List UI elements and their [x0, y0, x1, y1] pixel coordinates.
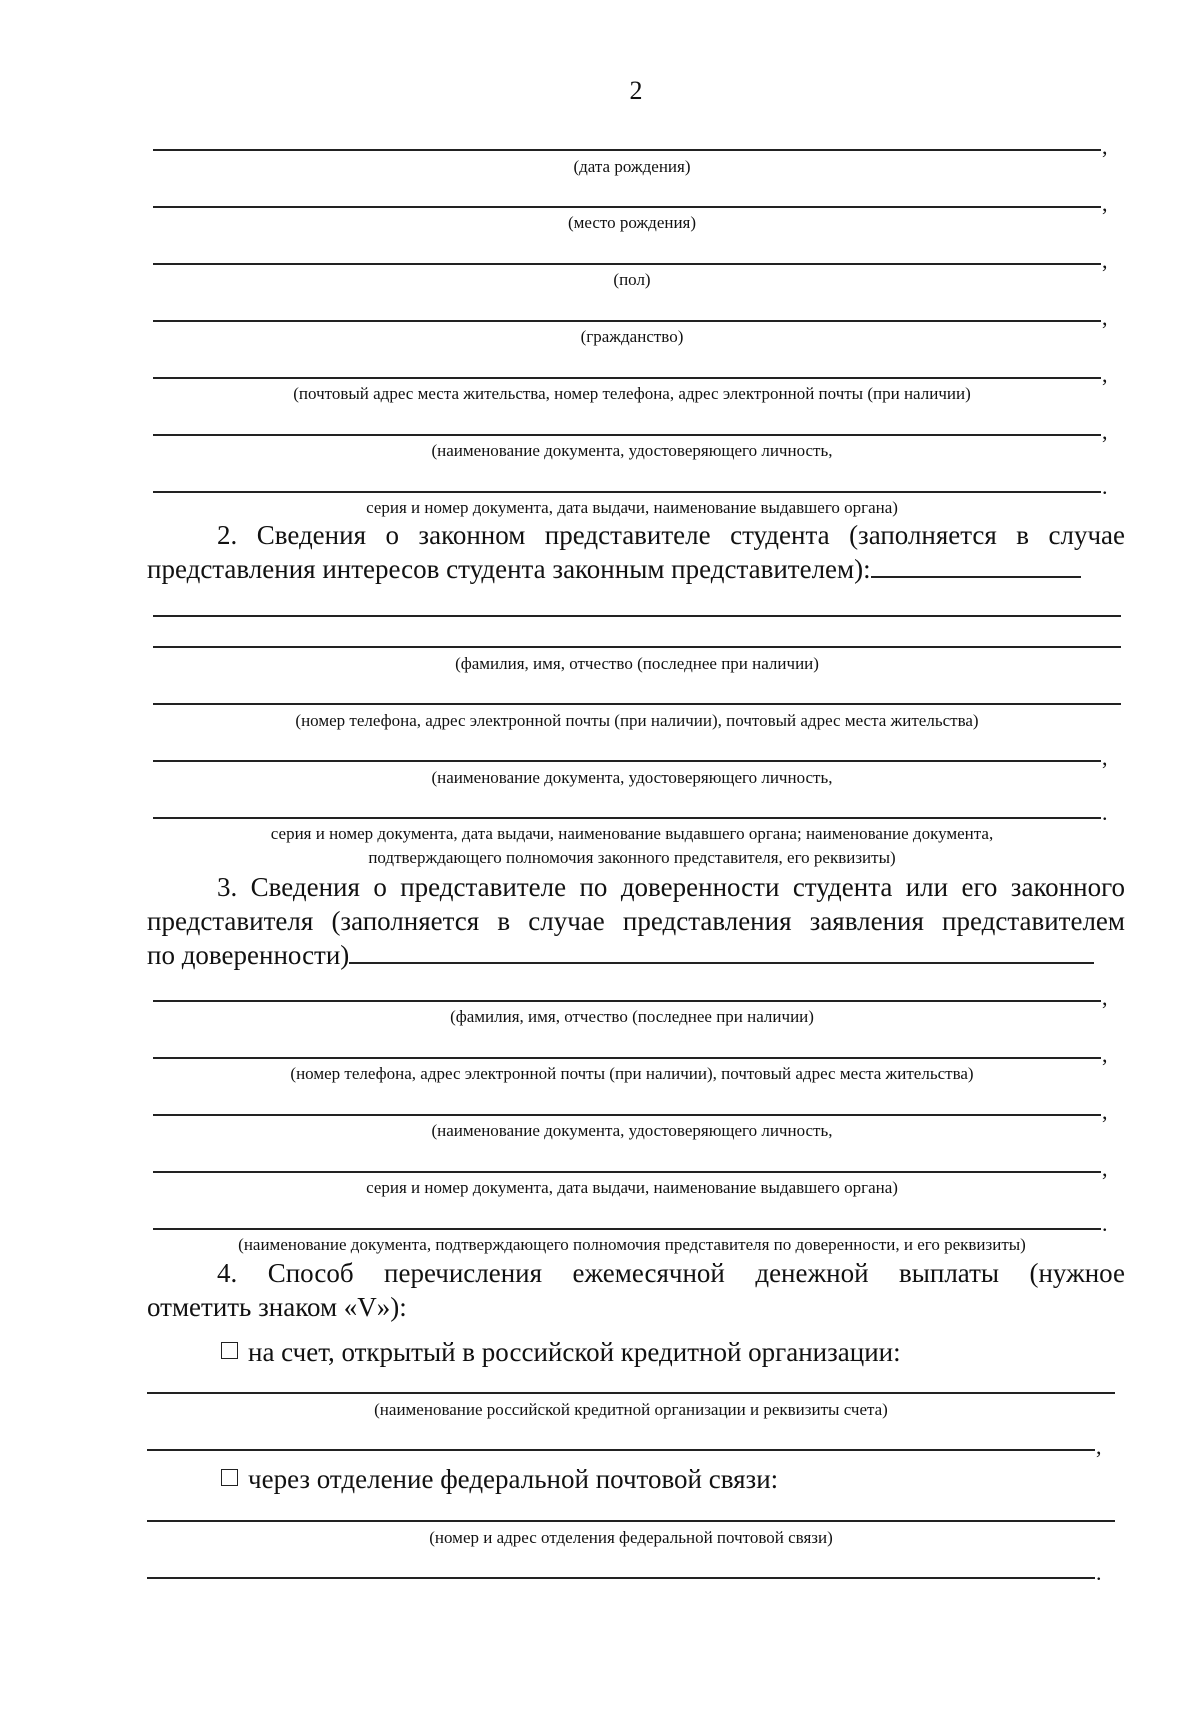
- section2-contacts-caption: (номер телефона, адрес электронной почты (при наличии), почтовый адрес места жительства): [295, 711, 979, 730]
- option-post-office[interactable]: [221, 1462, 778, 1496]
- section3-id-doc-name-caption: (наименование документа, удостоверяющего личность,: [431, 1121, 833, 1140]
- section3-heading-line1: 3. Сведения о представителе по доверенности студента или его законного: [217, 872, 1125, 902]
- gender-caption: (пол): [613, 270, 651, 289]
- post-office-caption: (номер и адрес отделения федеральной почтовой связи): [429, 1528, 833, 1547]
- section3-full-name-line[interactable]: [153, 1000, 1101, 1002]
- section2-heading-line1: 2. Сведения о законном представителе студента (заполняется в случае: [217, 520, 1125, 550]
- id-doc-details-caption: серия и номер документа, дата выдачи, наименование выдавшего органа): [366, 498, 898, 517]
- comma: ,: [1102, 1099, 1108, 1124]
- section2-id-doc-name-caption: (наименование документа, удостоверяющего личность,: [431, 768, 833, 787]
- section2-heading-line2: представления интересов студента законным представителем):: [147, 554, 871, 584]
- section4-heading: [147, 1256, 1125, 1324]
- section2-blank-line[interactable]: [153, 615, 1121, 617]
- section2-full-name-line[interactable]: [153, 646, 1121, 648]
- period: .: [1102, 1211, 1108, 1236]
- birth-place-line[interactable]: [153, 206, 1101, 208]
- section2-id-doc-name-line[interactable]: [153, 760, 1101, 762]
- section2-heading: [147, 518, 1125, 586]
- section4-heading-line1: 4. Способ перечисления ежемесячной денежной выплаты (нужное: [217, 1258, 1125, 1288]
- checkbox-bank-account[interactable]: [221, 1342, 238, 1359]
- post-office-line[interactable]: [147, 1520, 1115, 1522]
- option-post-label: через отделение федеральной почтовой связи:: [248, 1464, 779, 1494]
- comma: ,: [1102, 305, 1108, 330]
- address-caption: (почтовый адрес места жительства, номер телефона, адрес электронной почты (при наличии): [293, 384, 971, 403]
- bank-details-line[interactable]: [147, 1392, 1115, 1394]
- address-line[interactable]: [153, 377, 1101, 379]
- period: .: [1096, 1560, 1102, 1585]
- section3-heading-line3-wrap: [147, 938, 1125, 972]
- section3-heading: [147, 870, 1125, 972]
- comma: ,: [1102, 745, 1108, 770]
- bank-caption: (наименование российской кредитной организации и реквизиты счета): [374, 1400, 888, 1419]
- post-office-line-2[interactable]: [147, 1577, 1095, 1579]
- id-doc-name-caption: (наименование документа, удостоверяющего личность,: [431, 441, 833, 460]
- comma: ,: [1102, 362, 1108, 387]
- checkbox-post-office[interactable]: [221, 1469, 238, 1486]
- comma: ,: [1102, 1156, 1108, 1181]
- gender-line[interactable]: [153, 263, 1101, 265]
- bank-details-line-2[interactable]: [147, 1449, 1095, 1451]
- section3-id-doc-details-caption: серия и номер документа, дата выдачи, наименование выдавшего органа): [366, 1178, 898, 1197]
- comma: ,: [1096, 1434, 1102, 1459]
- birth-place-caption: (место рождения): [567, 213, 697, 232]
- section3-full-name-caption: (фамилия, имя, отчество (последнее при наличии): [450, 1007, 814, 1026]
- birth-date-line[interactable]: [153, 149, 1101, 151]
- comma: ,: [1102, 1042, 1108, 1067]
- section2-id-doc-details-caption-1: серия и номер документа, дата выдачи, наименование выдавшего органа; наименование документа,: [270, 824, 994, 843]
- section3-authority-doc-caption: (наименование документа, подтверждающего полномочия представителя по доверенности, и его реквизиты): [238, 1235, 1026, 1254]
- option-bank-label: на счет, открытый в российской кредитной организации:: [248, 1337, 901, 1367]
- section2-id-doc-details-caption-2: подтверждающего полномочия законного представителя, его реквизиты): [368, 848, 896, 867]
- page-number: 2: [629, 76, 643, 105]
- option-bank-account[interactable]: [221, 1335, 901, 1369]
- section2-contacts-line[interactable]: [153, 703, 1121, 705]
- comma: ,: [1102, 248, 1108, 273]
- section2-inline-fill-line[interactable]: [871, 570, 1081, 578]
- id-doc-details-line[interactable]: [153, 491, 1101, 493]
- section3-id-doc-details-line[interactable]: [153, 1171, 1101, 1173]
- section3-contacts-caption: (номер телефона, адрес электронной почты (при наличии), почтовый адрес места жительства): [290, 1064, 974, 1083]
- comma: ,: [1102, 985, 1108, 1010]
- section2-full-name-caption: (фамилия, имя, отчество (последнее при наличии): [455, 654, 819, 673]
- section3-id-doc-name-line[interactable]: [153, 1114, 1101, 1116]
- section4-heading-line2: отметить знаком «V»):: [147, 1292, 407, 1322]
- comma: ,: [1102, 419, 1108, 444]
- section3-inline-fill-line[interactable]: [349, 956, 1094, 964]
- section2-heading-line2-wrap: [147, 552, 1125, 586]
- comma: ,: [1102, 191, 1108, 216]
- citizenship-caption: (гражданство): [580, 327, 684, 346]
- citizenship-line[interactable]: [153, 320, 1101, 322]
- section3-heading-line3: по доверенности): [147, 940, 350, 970]
- comma: ,: [1102, 134, 1108, 159]
- section3-authority-doc-line[interactable]: [153, 1228, 1101, 1230]
- section3-contacts-line[interactable]: [153, 1057, 1101, 1059]
- period: .: [1102, 800, 1108, 825]
- section3-heading-line2: представителя (заполняется в случае представления заявления представителем: [147, 906, 1125, 936]
- section2-id-doc-details-line[interactable]: [153, 817, 1101, 819]
- period: .: [1102, 474, 1108, 499]
- id-doc-name-line[interactable]: [153, 434, 1101, 436]
- birth-date-caption: (дата рождения): [573, 157, 691, 176]
